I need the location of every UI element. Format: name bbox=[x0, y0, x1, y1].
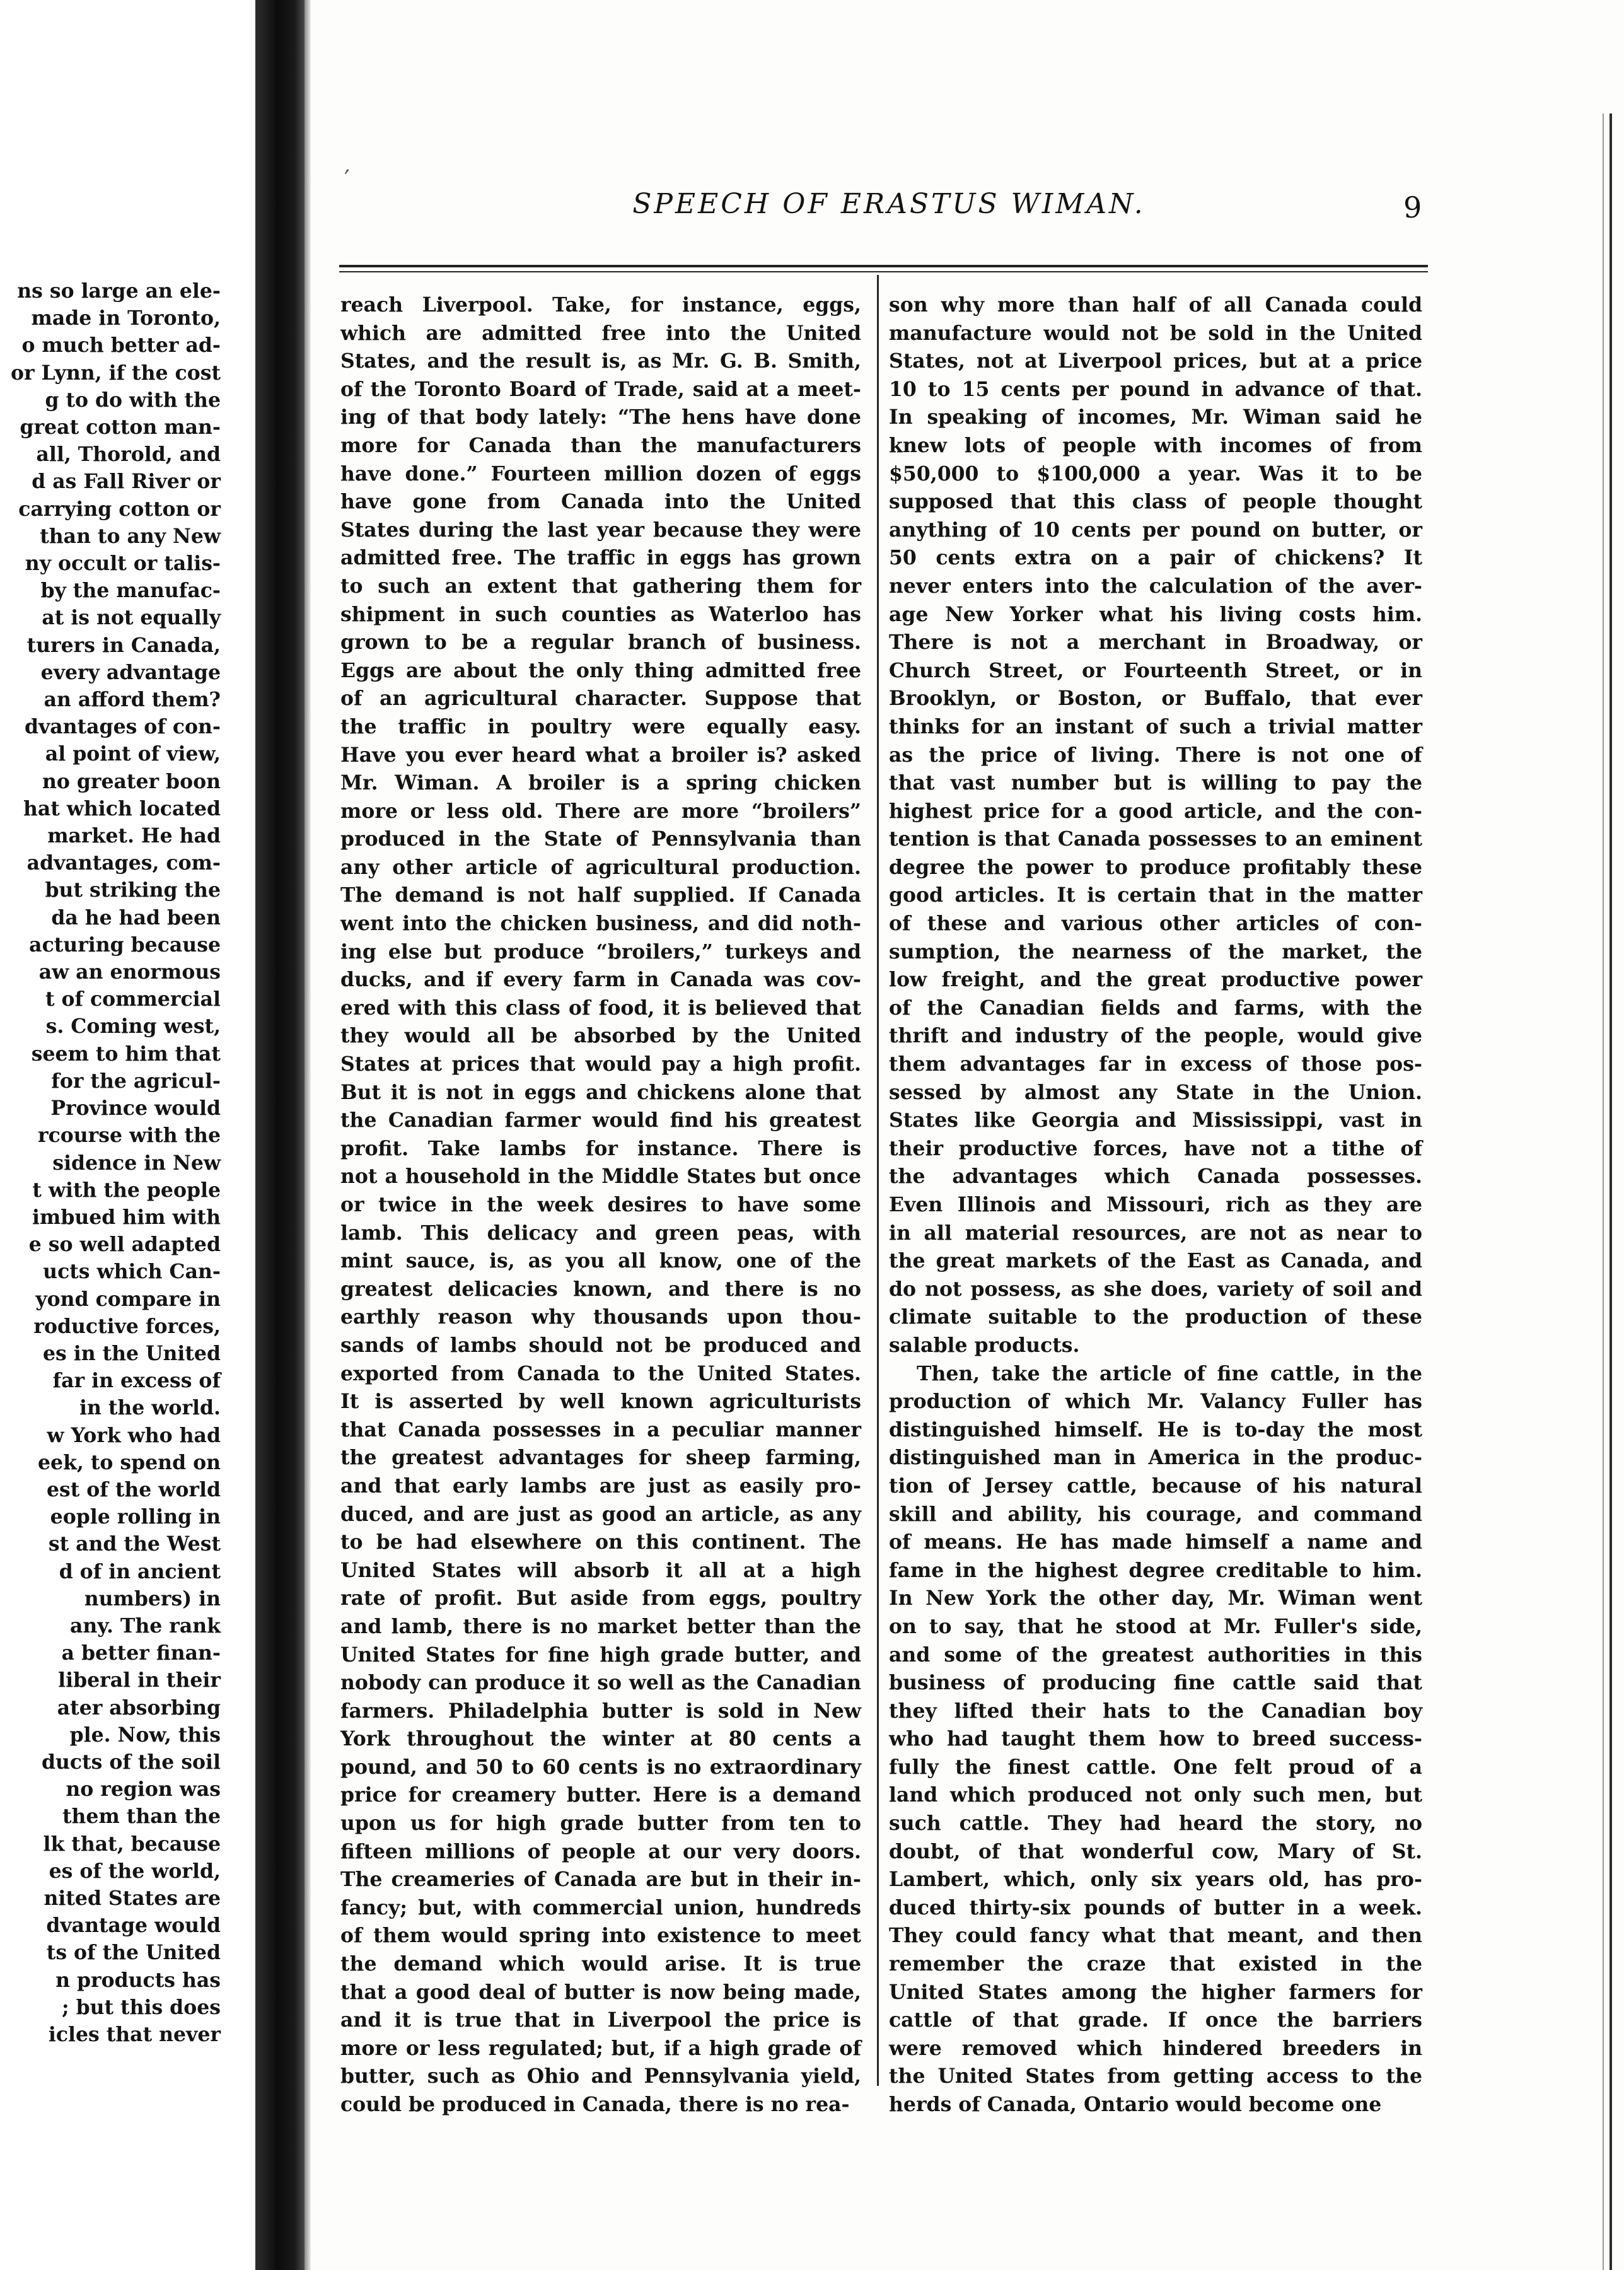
text-line: Then, take the article of fine cattle, in the bbox=[917, 1361, 1422, 1385]
text-line: price for creamery butter. Here is a demand bbox=[340, 1783, 861, 1807]
text-line: thrift and industry of the people, would give bbox=[889, 1024, 1422, 1048]
text-line: ducks, and if every farm in Canada was cov- bbox=[340, 968, 861, 992]
page-edge bbox=[304, 0, 311, 2270]
fragment-line: s. Coming west, bbox=[45, 1015, 221, 1039]
text-line: climate suitable to the production of these bbox=[889, 1305, 1422, 1329]
fragment-line: ater absorbing bbox=[57, 1696, 221, 1720]
fragment-line: est of the world bbox=[47, 1477, 221, 1501]
fragment-line: carrying cotton or bbox=[18, 497, 221, 521]
fragment-line: imbued him with bbox=[32, 1205, 221, 1229]
text-line: more for Canada than the manufacturers bbox=[340, 433, 861, 457]
fragment-line: no greater boon bbox=[42, 769, 221, 793]
left-page-text-fragment bbox=[0, 277, 221, 2048]
text-line: any other article of agricultural production. bbox=[340, 855, 861, 879]
text-line: of an agricultural character. Suppose that bbox=[340, 687, 861, 711]
text-line: York throughout the winter at 80 cents a bbox=[340, 1727, 861, 1751]
text-line: of the Toronto Board of Trade, said at a meet- bbox=[340, 377, 861, 401]
text-line: ered with this class of food, it is believed that bbox=[340, 996, 861, 1020]
fragment-line: or Lynn, if the cost bbox=[10, 361, 221, 385]
text-line: greatest delicacies known, and there is no bbox=[340, 1277, 861, 1301]
header-rule-top bbox=[339, 265, 1428, 267]
text-line: have done.” Fourteen million dozen of eggs bbox=[340, 462, 861, 486]
header-rule-bottom bbox=[339, 271, 1428, 272]
text-line: Brooklyn, or Boston, or Buffalo, that ever bbox=[889, 687, 1422, 711]
fragment-line: but striking the bbox=[45, 878, 221, 902]
text-line: Church Street, or Fourteenth Street, or in bbox=[889, 658, 1422, 682]
text-line: they would all be absorbed by the United bbox=[340, 1024, 861, 1048]
text-line: and that early lambs are just as easily pro- bbox=[340, 1474, 861, 1498]
fragment-line: al point of view, bbox=[45, 742, 221, 766]
text-line: ing of that body lately: “The hens have done bbox=[340, 405, 861, 429]
fragment-line: far in excess of bbox=[52, 1369, 221, 1393]
fragment-line: es in the United bbox=[43, 1341, 221, 1365]
text-line: have gone from Canada into the United bbox=[340, 490, 861, 514]
text-line: Even Illinois and Missouri, rich as they are bbox=[889, 1193, 1422, 1216]
fragment-line: o much better ad- bbox=[21, 334, 221, 358]
text-line: low freight, and the great productive power bbox=[889, 968, 1422, 992]
text-line: produced in the State of Pennsylvania than bbox=[340, 827, 861, 851]
fragment-line: sidence in New bbox=[52, 1151, 221, 1175]
text-line: Eggs are about the only thing admitted free bbox=[340, 658, 861, 682]
text-line: tion of Jersey cattle, because of his natural bbox=[889, 1474, 1422, 1498]
fragment-line: ducts of the soil bbox=[41, 1750, 221, 1774]
text-line: on to say, that he stood at Mr. Fuller's side, bbox=[889, 1614, 1422, 1638]
text-line: United States will absorb it all at a high bbox=[340, 1558, 861, 1582]
running-head: SPEECH OF ERASTUS WIMAN. bbox=[632, 188, 1146, 220]
text-line: land which produced not only such men, but bbox=[889, 1783, 1422, 1807]
text-line: as the price of living. There is not one of bbox=[889, 743, 1422, 767]
fragment-line: dvantage would bbox=[46, 1914, 221, 1938]
text-line: cattle of that grade. If once the barriers bbox=[889, 2008, 1422, 2032]
text-line: in all material resources, are not as near to bbox=[889, 1221, 1422, 1245]
fragment-line: ; but this does bbox=[62, 1995, 221, 2019]
text-line: that Canada possesses in a peculiar manner bbox=[340, 1417, 861, 1441]
fragment-line: dvantages of con- bbox=[24, 715, 221, 739]
page-frame-right bbox=[1610, 114, 1612, 2270]
fragment-line: d of in ancient bbox=[59, 1559, 221, 1583]
text-line: of them would spring into existence to meet bbox=[340, 1924, 861, 1948]
page-frame-right-inner bbox=[1603, 114, 1604, 2270]
text-line: But it is not in eggs and chickens alone that bbox=[340, 1080, 861, 1104]
fragment-line: in the world. bbox=[79, 1396, 221, 1420]
text-line: In speaking of incomes, Mr. Wiman said he bbox=[889, 405, 1422, 429]
text-line: not a household in the Middle States but once bbox=[340, 1165, 861, 1189]
fragment-line: seem to him that bbox=[31, 1042, 221, 1066]
text-line: United States among the higher farmers for bbox=[889, 1980, 1422, 2004]
text-line: fully the finest cattle. One felt proud of a bbox=[889, 1755, 1422, 1779]
fragment-line: ple. Now, this bbox=[69, 1723, 221, 1747]
text-line: more or less regulated; but, if a high grade of bbox=[340, 2036, 861, 2060]
text-line: 50 cents extra on a pair of chickens? It bbox=[889, 546, 1422, 570]
fragment-line: turers in Canada, bbox=[26, 633, 221, 657]
text-line: the advantages which Canada possesses. bbox=[889, 1165, 1422, 1189]
text-line: salable products. bbox=[889, 1333, 1080, 1357]
text-line: business of producing fine cattle said that bbox=[889, 1671, 1422, 1695]
fragment-line: every advantage bbox=[40, 660, 221, 684]
text-line: There is not a merchant in Broadway, or bbox=[889, 631, 1422, 655]
text-line: the demand which would arise. It is true bbox=[340, 1952, 861, 1976]
text-line: exported from Canada to the United States. bbox=[340, 1361, 861, 1385]
text-line: ing else but produce “broilers,” turkeys and bbox=[340, 940, 861, 963]
text-line: lamb. This delicacy and green peas, with bbox=[340, 1221, 861, 1245]
text-line: could be produced in Canada, there is no rea- bbox=[340, 2093, 850, 2116]
text-line: which are admitted free into the United bbox=[340, 321, 861, 345]
text-line: sands of lambs should not be produced and bbox=[340, 1333, 861, 1357]
text-line: more or less old. There are more “broilers” bbox=[340, 799, 861, 823]
fragment-line: yond compare in bbox=[35, 1287, 221, 1311]
text-line: the Canadian farmer would find his greatest bbox=[340, 1109, 861, 1132]
fragment-line: for the agricul- bbox=[51, 1069, 221, 1093]
text-line: remember the craze that existed in the bbox=[889, 1952, 1422, 1976]
text-line: sessed by almost any State in the Union. bbox=[889, 1080, 1422, 1104]
left-facing-page bbox=[0, 0, 255, 2270]
text-line: herds of Canada, Ontario would become one bbox=[889, 2093, 1382, 2116]
text-line: farmers. Philadelphia butter is sold in New bbox=[340, 1699, 861, 1723]
text-line: the traffic in poultry were equally easy. bbox=[340, 714, 861, 738]
text-line: upon us for high grade butter from ten to bbox=[340, 1812, 861, 1836]
fragment-line: rcourse with the bbox=[37, 1124, 221, 1148]
text-line: nobody can produce it so well as the Canadian bbox=[340, 1671, 861, 1695]
text-line: skill and ability, his courage, and command bbox=[889, 1502, 1422, 1526]
fragment-line: ts of the United bbox=[46, 1941, 221, 1965]
fragment-line: market. He had bbox=[47, 824, 221, 848]
text-line: son why more than half of all Canada could bbox=[889, 293, 1422, 317]
fragment-line: liberal in their bbox=[58, 1668, 221, 1692]
text-line: fame in the highest degree creditable to him. bbox=[889, 1558, 1422, 1582]
text-line: doubt, of that wonderful cow, Mary of St. bbox=[889, 1839, 1422, 1863]
fragment-line: ucts which Can- bbox=[43, 1260, 221, 1284]
text-line: fifteen millions of people at our very doors. bbox=[340, 1839, 861, 1863]
fragment-line: than to any New bbox=[40, 524, 221, 548]
text-line: fancy; but, with commercial union, hundreds bbox=[340, 1895, 861, 1919]
text-line: of the Canadian fields and farms, with the bbox=[889, 996, 1422, 1020]
fragment-line: t of commercial bbox=[45, 987, 221, 1011]
fragment-line: eek, to spend on bbox=[38, 1450, 221, 1474]
text-line: that vast number but is willing to pay the bbox=[889, 771, 1422, 795]
fragment-line: by the manufac- bbox=[40, 579, 221, 603]
text-line: $50,000 to $100,000 a year. Was it to be bbox=[889, 462, 1422, 486]
fragment-line: lk that, because bbox=[43, 1832, 221, 1856]
text-line: production of which Mr. Valancy Fuller has bbox=[889, 1390, 1422, 1414]
fragment-line: them than the bbox=[62, 1805, 221, 1829]
text-line: of means. He has made himself a name and bbox=[889, 1530, 1422, 1554]
text-line: earthly reason why thousands upon thou- bbox=[340, 1305, 861, 1329]
fragment-line: acturing because bbox=[29, 933, 221, 957]
text-line: butter, such as Ohio and Pennsylvania yield, bbox=[340, 2064, 861, 2088]
fragment-line: e so well adapted bbox=[28, 1233, 221, 1257]
fragment-line: nited States are bbox=[44, 1886, 221, 1910]
text-line: Lambert, which, only six years old, has pro- bbox=[889, 1868, 1422, 1892]
fragment-line: great cotton man- bbox=[20, 416, 221, 439]
text-line: They could fancy what that meant, and then bbox=[889, 1924, 1422, 1948]
text-line: In New York the other day, Mr. Wiman went bbox=[889, 1586, 1422, 1610]
text-line: degree the power to produce profitably these bbox=[889, 855, 1422, 879]
text-column-left bbox=[340, 291, 861, 2119]
text-line: profit. Take lambs for instance. There is bbox=[340, 1136, 861, 1160]
fragment-line: eople rolling in bbox=[50, 1505, 221, 1529]
fragment-line: all, Thorold, and bbox=[36, 443, 221, 467]
text-line: and lamb, there is no market better than the bbox=[340, 1614, 861, 1638]
text-line: admitted free. The traffic in eggs has grown bbox=[340, 546, 861, 570]
fragment-line: w York who had bbox=[47, 1423, 221, 1447]
fragment-line: hat which located bbox=[23, 796, 221, 820]
text-line: to be had elsewhere on this continent. The bbox=[340, 1530, 861, 1554]
text-line: tention is that Canada possesses to an eminent bbox=[889, 827, 1422, 851]
text-line: the United States from getting access to the bbox=[889, 2064, 1422, 2088]
text-line: good articles. It is certain that in the matter bbox=[889, 883, 1422, 907]
text-line: duced thirty-six pounds of butter in a week. bbox=[889, 1895, 1422, 1919]
text-line: Mr. Wiman. A broiler is a spring chicken bbox=[340, 771, 861, 795]
text-line: anything of 10 cents per pound on butter, or bbox=[889, 518, 1422, 542]
fragment-line: ns so large an ele- bbox=[17, 279, 221, 303]
text-line: States, not at Liverpool prices, but at a price bbox=[889, 349, 1422, 373]
text-line: shipment in such counties as Waterloo has bbox=[340, 602, 861, 626]
text-line: or twice in the week desires to have some bbox=[340, 1193, 861, 1216]
text-line: mint sauce, is, as you all know, one of the bbox=[340, 1249, 861, 1273]
fragment-line: an afford them? bbox=[44, 688, 221, 712]
text-line: States like Georgia and Mississippi, vast in bbox=[889, 1109, 1422, 1132]
text-line: their productive forces, have not a tithe of bbox=[889, 1136, 1422, 1160]
text-line: The demand is not half supplied. If Canada bbox=[340, 883, 861, 907]
text-line: rate of profit. But aside from eggs, poultry bbox=[340, 1586, 861, 1610]
column-divider bbox=[877, 275, 879, 2086]
fragment-line: no region was bbox=[66, 1778, 221, 1801]
text-line: States at prices that would pay a high profit. bbox=[340, 1052, 861, 1076]
text-line: and some of the greatest authorities in this bbox=[889, 1643, 1422, 1667]
text-line: distinguished himself. He is to-day the most bbox=[889, 1417, 1422, 1441]
fragment-line: a better finan- bbox=[61, 1641, 221, 1665]
text-line: such cattle. They had heard the story, no bbox=[889, 1812, 1422, 1836]
stray-mark: ′ bbox=[344, 165, 351, 194]
text-line: went into the chicken business, and did noth- bbox=[340, 912, 861, 936]
fragment-line: d as Fall River or bbox=[32, 470, 221, 494]
fragment-line: at is not equally bbox=[42, 606, 221, 630]
binding-gutter bbox=[255, 0, 304, 2270]
text-line: pound, and 50 to 60 cents is no extraordinary bbox=[340, 1755, 861, 1779]
text-line: grown to be a regular branch of business. bbox=[340, 631, 861, 655]
text-line: United States for fine high grade butter, and bbox=[340, 1643, 861, 1667]
text-line: 10 to 15 cents per pound in advance of that. bbox=[889, 377, 1422, 401]
text-line: do not possess, as she does, variety of soil and bbox=[889, 1277, 1422, 1301]
text-line: that a good deal of butter is now being made, bbox=[340, 1980, 861, 2004]
text-line: thinks for an instant of such a trivial matter bbox=[889, 714, 1422, 738]
fragment-line: t with the people bbox=[32, 1178, 221, 1202]
text-line: knew lots of people with incomes of from bbox=[889, 433, 1422, 457]
page-number: 9 bbox=[1403, 190, 1422, 224]
text-line: age New Yorker what his living costs him. bbox=[889, 602, 1422, 626]
text-line: the great markets of the East as Canada, and bbox=[889, 1249, 1422, 1273]
text-line: the greatest advantages for sheep farming, bbox=[340, 1446, 861, 1470]
text-line: were removed which hindered breeders in bbox=[889, 2036, 1422, 2060]
fragment-line: es of the world, bbox=[49, 1859, 221, 1883]
fragment-line: Province would bbox=[50, 1097, 221, 1120]
text-line: sumption, the nearness of the market, the bbox=[889, 940, 1422, 963]
fragment-line: st and the West bbox=[48, 1532, 221, 1556]
text-line: of these and various other articles of con- bbox=[889, 912, 1422, 936]
fragment-line: aw an enormous bbox=[38, 960, 221, 984]
text-line: and it is true that in Liverpool the price is bbox=[340, 2008, 861, 2032]
fragment-line: da he had been bbox=[51, 905, 221, 929]
fragment-line: advantages, com- bbox=[26, 851, 221, 875]
text-line: Have you ever heard what a broiler is? asked bbox=[340, 743, 861, 767]
text-line: them advantages far in excess of those pos- bbox=[889, 1052, 1422, 1076]
text-line: highest price for a good article, and the con- bbox=[889, 799, 1422, 823]
text-line: to such an extent that gathering them for bbox=[340, 574, 861, 598]
text-line: who had taught them how to breed success- bbox=[889, 1727, 1422, 1751]
fragment-line: numbers) in bbox=[84, 1586, 221, 1610]
text-line: distinguished man in America in the produc- bbox=[889, 1446, 1422, 1470]
fragment-line: n products has bbox=[55, 1968, 221, 1992]
fragment-line: g to do with the bbox=[45, 388, 221, 412]
fragment-line: roductive forces, bbox=[33, 1314, 221, 1338]
text-line: The creameries of Canada are but in their in- bbox=[340, 1868, 861, 1892]
text-line: States, and the result is, as Mr. G. B. Smith, bbox=[340, 349, 861, 373]
text-line: States during the last year because they were bbox=[340, 518, 861, 542]
fragment-line: any. The rank bbox=[69, 1614, 221, 1638]
text-line: supposed that this class of people thought bbox=[889, 490, 1422, 514]
fragment-line: ny occult or talis- bbox=[25, 552, 221, 576]
text-line: never enters into the calculation of the aver- bbox=[889, 574, 1422, 598]
text-line: they lifted their hats to the Canadian boy bbox=[889, 1699, 1422, 1723]
text-column-right bbox=[889, 291, 1422, 2119]
fragment-line: icles that never bbox=[48, 2023, 221, 2046]
text-line: It is asserted by well known agriculturists bbox=[340, 1390, 861, 1414]
text-line: manufacture would not be sold in the United bbox=[889, 321, 1422, 345]
fragment-line: made in Toronto, bbox=[31, 306, 221, 330]
text-line: reach Liverpool. Take, for instance, eggs, bbox=[340, 293, 861, 317]
text-line: duced, and are just as good an article, as any bbox=[340, 1502, 861, 1526]
